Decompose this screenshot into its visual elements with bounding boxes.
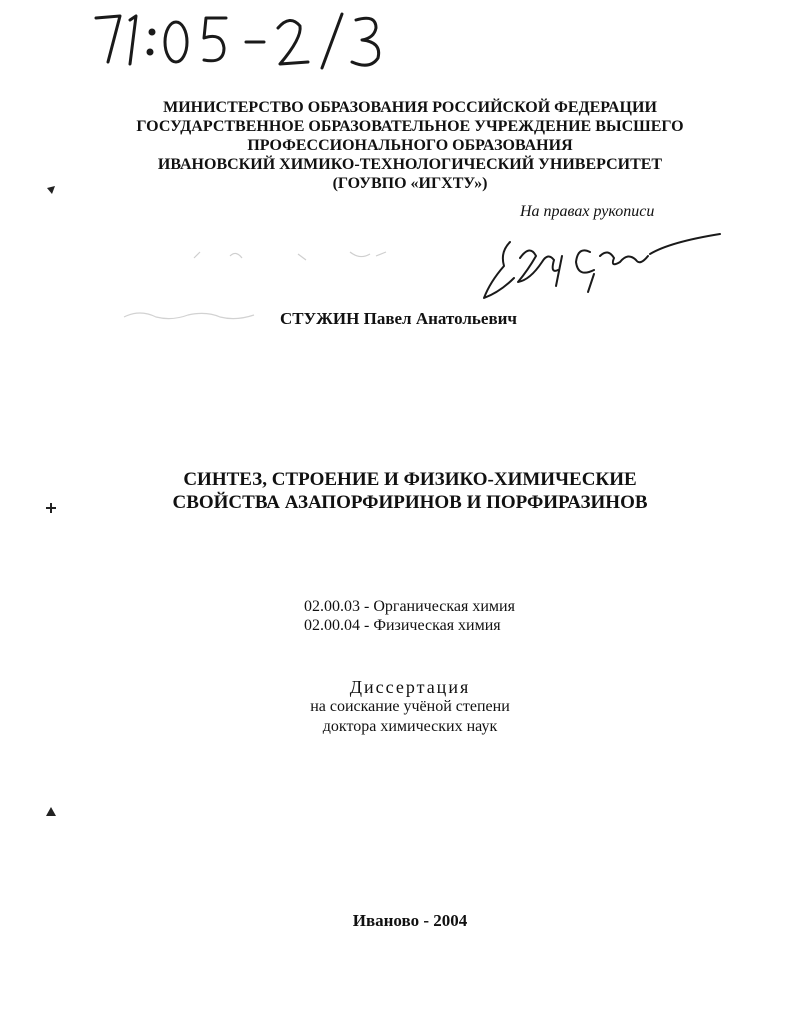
margin-mark-icon <box>45 806 57 818</box>
thesis-title-line: СВОЙСТВА АЗАПОРФИРИНОВ И ПОРФИРАЗИНОВ <box>172 492 648 513</box>
margin-mark-icon <box>45 184 57 196</box>
faint-smudge <box>190 246 390 268</box>
dissertation-block <box>210 677 610 737</box>
author-signature <box>470 222 730 304</box>
thesis-title-line: СИНТЕЗ, СТРОЕНИЕ И ФИЗИКО-ХИМИЧЕСКИЕ <box>183 469 637 490</box>
institution-line: МИНИСТЕРСТВО ОБРАЗОВАНИЯ РОССИЙСКОЙ ФЕДЕРАЦИИ <box>163 99 657 116</box>
thesis-title <box>60 468 760 514</box>
city-and-year: Иваново - 2004 <box>352 911 468 930</box>
margin-mark-icon <box>45 502 57 514</box>
author-name: СТУЖИН Павел Анатольевич <box>280 309 518 328</box>
institution-line: (ГОУВПО «ИГХТУ») <box>332 175 488 192</box>
institution-line: ИВАНОВСКИЙ ХИМИКО-ТЕХНОЛОГИЧЕСКИЙ УНИВЕРСИТЕТ <box>157 156 663 173</box>
specialty-item: 02.00.03 - Органическая химия <box>304 598 515 615</box>
dissertation-degree-line: на соискание учёной степени <box>310 698 510 715</box>
manuscript-note: На правах рукописи <box>520 203 655 220</box>
institution-line: ГОСУДАРСТВЕННОЕ ОБРАЗОВАТЕЛЬНОЕ УЧРЕЖДЕНИЕ ВЫСШЕГО <box>136 118 684 135</box>
handwritten-archive-code <box>90 6 410 72</box>
institution-line: ПРОФЕССИОНАЛЬНОГО ОБРАЗОВАНИЯ <box>247 137 573 154</box>
institution-header <box>60 98 760 193</box>
faint-smudge <box>120 307 260 327</box>
dissertation-heading: Диссертация <box>349 677 471 697</box>
dissertation-degree-line: доктора химических наук <box>322 718 498 735</box>
specialty-item: 02.00.04 - Физическая химия <box>304 617 501 634</box>
specialty-codes <box>304 597 515 635</box>
